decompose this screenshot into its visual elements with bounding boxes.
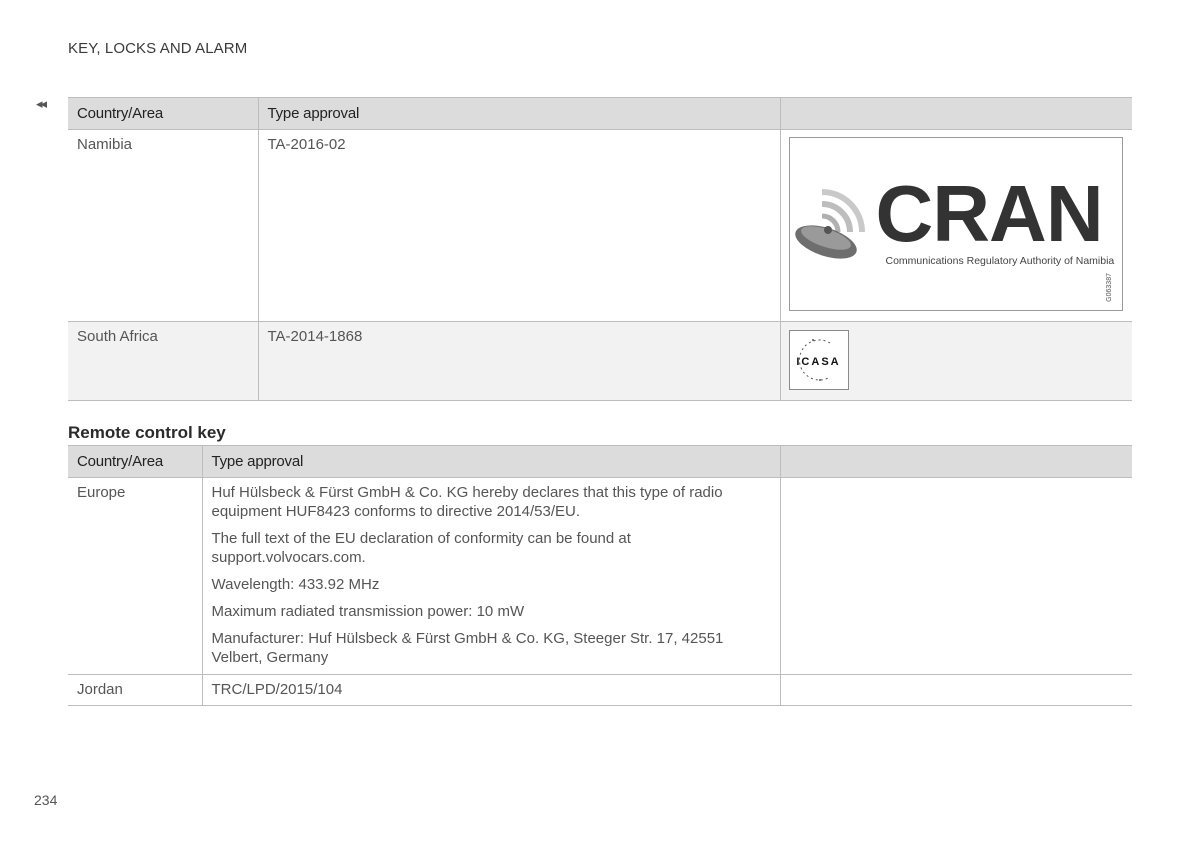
cran-logo — [789, 137, 1123, 311]
table-row — [68, 322, 1132, 401]
manufacturer-text: Manufacturer: Huf Hülsbeck & Fürst GmbH & Co. KG, Steeger Str. 17, 42551 Velbert, Germany — [211, 630, 724, 666]
icasa-logo — [789, 330, 849, 390]
page-number: 234 — [34, 792, 58, 808]
table-row — [68, 478, 1132, 675]
header-country-area: Country/Area — [68, 446, 202, 478]
country-cell: South Africa — [68, 322, 258, 401]
empty-cell — [780, 478, 1132, 675]
logo-cell — [780, 322, 1132, 401]
approval-cell: TA-2016-02 — [258, 130, 780, 322]
transmission-power-text: Maximum radiated transmission power: 10 mW — [211, 603, 525, 620]
satellite-dish-icon — [792, 182, 870, 272]
country-cell: Namibia — [68, 130, 258, 322]
approval-cell — [202, 478, 780, 675]
image-code: G063387 — [1105, 273, 1113, 302]
declaration-link-paragraph: The full text of the EU declaration of conformity can be found at support.volvocars.com. — [211, 530, 631, 566]
header-type-approval: Type approval — [202, 446, 780, 478]
approval-cell: TRC/LPD/2015/104 — [202, 675, 780, 706]
header-empty — [780, 446, 1132, 478]
table-row — [68, 675, 1132, 706]
remote-control-key-heading: Remote control key — [68, 423, 226, 442]
header-type-approval: Type approval — [258, 98, 780, 130]
table-row — [68, 130, 1132, 322]
country-cell: Europe — [68, 478, 202, 675]
wavelength-text: Wavelength: 433.92 MHz — [211, 576, 380, 593]
table-header-row — [68, 98, 1132, 130]
remote-key-approval-table — [68, 445, 1132, 706]
declaration-paragraph: Huf Hülsbeck & Fürst GmbH & Co. KG hereby declares that this type of radio equipment HUF8423 conforms to directive 2014/53/EU. — [211, 484, 723, 520]
logo-cell — [780, 130, 1132, 322]
country-cell: Jordan — [68, 675, 202, 706]
header-logo — [780, 98, 1132, 130]
icasa-wordmark: ICASA — [796, 356, 841, 368]
approval-cell: TA-2014-1868 — [258, 322, 780, 401]
cran-tagline: Communications Regulatory Authority of Namibia — [885, 255, 1115, 267]
continued-icon: ◂◂ — [36, 96, 46, 111]
empty-cell — [780, 675, 1132, 706]
header-country-area: Country/Area — [68, 98, 258, 130]
section-title: KEY, LOCKS AND ALARM — [68, 40, 248, 57]
cran-wordmark: CRAN — [875, 169, 1103, 258]
type-approval-table — [68, 97, 1132, 401]
table-header-row — [68, 446, 1132, 478]
